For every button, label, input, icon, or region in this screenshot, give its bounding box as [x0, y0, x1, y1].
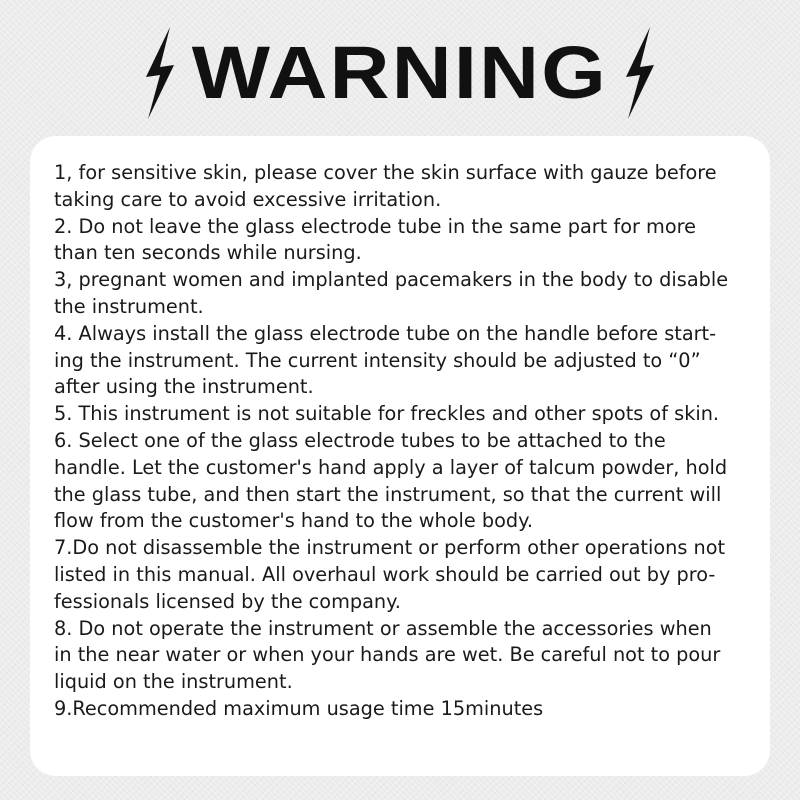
notice-line: 8. Do not operate the instrument or assemble the accessories when — [54, 616, 712, 640]
notice-line: the glass tube, and then start the instrument, so that the current will — [54, 482, 722, 506]
notice-line: handle. Let the customer's hand apply a layer of talcum powder, hold — [54, 455, 728, 479]
notice-line: taking care to avoid excessive irritation. — [54, 187, 442, 211]
notice-line: flow from the customer's hand to the whole body. — [54, 509, 533, 533]
notice-line: the instrument. — [54, 294, 204, 318]
notice-line: 9.Recommended maximum usage time 15minutes — [54, 696, 544, 720]
notice-line: in the near water or when your hands are wet. Be careful not to pour — [54, 643, 721, 667]
notice-line: 1, for sensitive skin, please cover the skin surface with gauze before — [54, 161, 717, 184]
warning-header — [0, 18, 800, 128]
notice-line: liquid on the instrument. — [54, 670, 293, 694]
notice-line: 7.Do not disassemble the instrument or perform other operations not — [54, 536, 726, 560]
warning-notice-card — [30, 136, 770, 776]
notice-line: ing the instrument. The current intensity should be adjusted to “0” — [54, 348, 701, 372]
notice-line: fessionals licensed by the company. — [54, 589, 401, 613]
notice-line: 3, pregnant women and implanted pacemakers in the body to disable — [54, 268, 729, 292]
warning-title: WARNING — [191, 31, 609, 114]
notice-line: 5. This instrument is not suitable for freckles and other spots of skin. — [54, 402, 720, 426]
notice-line: than ten seconds while nursing. — [54, 241, 362, 265]
notice-line: listed in this manual. All overhaul work should be carried out by pro- — [54, 562, 716, 586]
notice-line: 2. Do not leave the glass electrode tube in the same part for more — [54, 214, 696, 238]
notice-line: after using the instrument. — [54, 375, 314, 399]
notice-line: 4. Always install the glass electrode tube on the handle before start- — [54, 321, 717, 345]
notice-line: 6. Select one of the glass electrode tubes to be attached to the — [54, 428, 666, 452]
